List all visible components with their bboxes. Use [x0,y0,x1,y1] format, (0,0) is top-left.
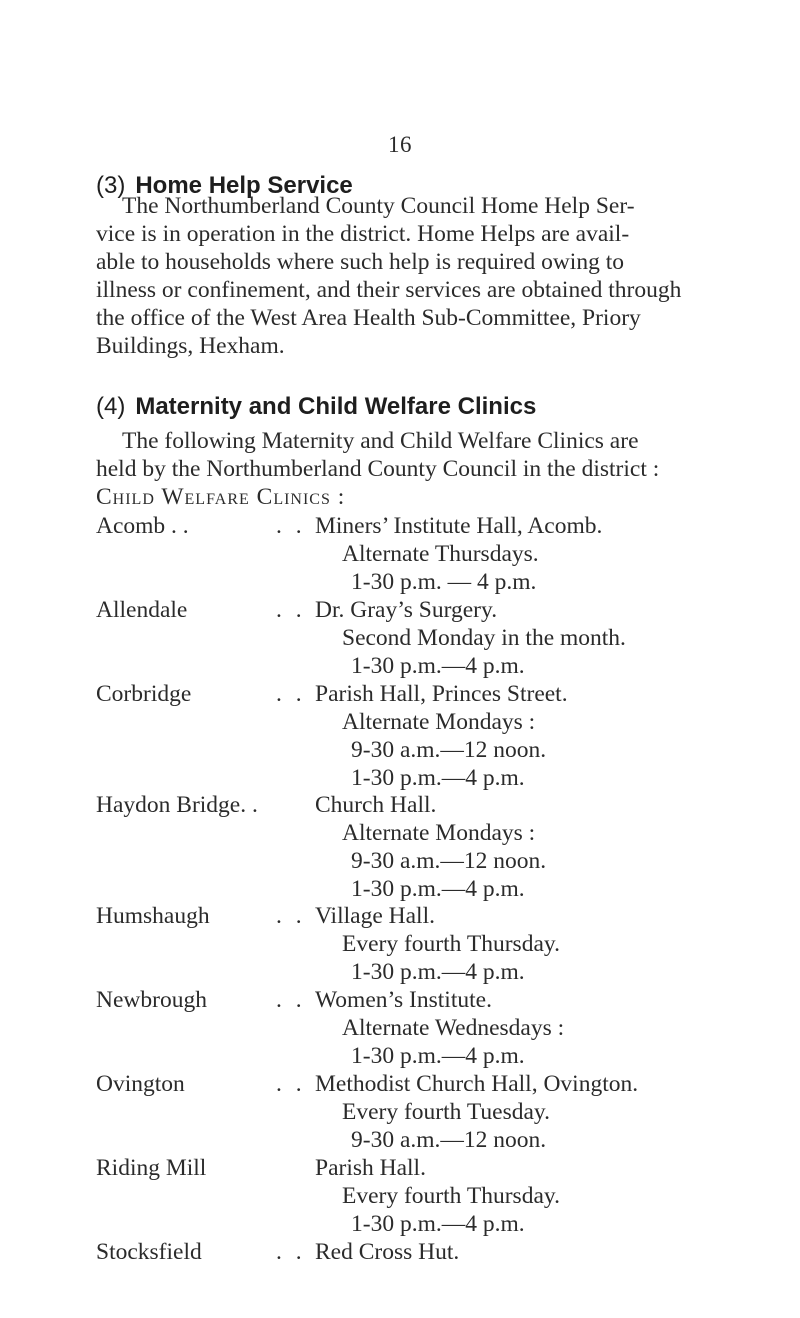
leader-dots: . . [276,1239,306,1265]
clinic-venue: Village Hall. [315,903,435,929]
clinic-schedule: Every fourth Thursday. [342,1183,560,1209]
section-number: (4) [96,393,126,420]
clinic-venue: Church Hall. [315,792,437,818]
paragraph-line: held by the Northumberland County Council in the district : [96,456,660,482]
leader-dots: . . [276,597,306,623]
leader-dots: . . [276,1071,306,1097]
leader-dots: . . [276,681,306,707]
clinic-place: Humshaugh [96,903,210,929]
section-heading-clinics [96,393,536,421]
paragraph-line: able to households where such help is required owing to [96,249,624,275]
paragraph-line: The following Maternity and Child Welfare Clinics are [122,428,639,454]
clinic-place: Stocksfield [96,1239,202,1265]
clinic-hours: 1-30 p.m.—4 p.m. [351,765,525,791]
clinic-schedule: Alternate Wednesdays : [342,1015,565,1041]
clinic-place: Acomb . . [96,513,189,539]
clinic-venue: Miners’ Institute Hall, Acomb. [315,513,603,539]
paragraph-line: illness or confinement, and their services are obtained through [96,277,682,303]
clinic-place: Haydon Bridge. . [96,792,258,818]
clinic-place: Ovington [96,1071,185,1097]
clinic-venue: Methodist Church Hall, Ovington. [315,1071,639,1097]
clinic-venue: Parish Hall, Princes Street. [315,681,568,707]
clinic-schedule: Alternate Mondays : [342,709,536,735]
section-title: Maternity and Child Welfare Clinics [135,393,537,420]
clinic-schedule: Every fourth Tuesday. [342,1099,551,1125]
paragraph-line: vice is in operation in the district. Home Helps are avail- [96,221,630,247]
leader-dots: . . [276,987,306,1013]
clinic-place: Newbrough [96,987,207,1013]
paragraph-line: The Northumberland County Council Home Help Ser- [122,193,635,219]
clinic-schedule: Alternate Mondays : [342,820,536,846]
paragraph-line: the office of the West Area Health Sub-Committee, Priory [96,305,641,331]
clinic-venue: Parish Hall. [315,1155,426,1181]
clinic-hours: 1-30 p.m.—4 p.m. [351,876,525,902]
leader-dots: . . [276,513,306,539]
clinic-venue: Red Cross Hut. [315,1239,460,1265]
clinic-schedule: Every fourth Thursday. [342,931,560,957]
clinic-place: Corbridge [96,681,192,707]
section-number: (3) [96,172,126,199]
clinic-schedule: Alternate Thursdays. [342,541,539,567]
clinic-hours: 1-30 p.m.—4 p.m. [351,959,525,985]
clinic-hours: 1-30 p.m. — 4 p.m. [351,569,537,595]
clinic-hours: 1-30 p.m.—4 p.m. [351,1043,525,1069]
section-title: Home Help Service [135,172,353,199]
clinic-hours: 9-30 a.m.—12 noon. [351,848,547,874]
clinic-hours: 9-30 a.m.—12 noon. [351,737,547,763]
clinic-venue: Women’s Institute. [315,987,492,1013]
clinics-subheading: Child Welfare Clinics : [96,484,346,510]
clinic-hours: 9-30 a.m.—12 noon. [351,1127,547,1153]
page-number: 16 [388,132,412,157]
clinic-place: Riding Mill [96,1155,207,1181]
paragraph-line: Buildings, Hexham. [96,333,285,359]
clinic-place: Allendale [96,597,188,623]
clinic-schedule: Second Monday in the month. [342,625,626,651]
clinic-hours: 1-30 p.m.—4 p.m. [351,1211,525,1237]
clinic-hours: 1-30 p.m.—4 p.m. [351,653,525,679]
clinics-intro-paragraph [96,427,776,511]
clinic-venue: Dr. Gray’s Surgery. [315,597,498,623]
home-help-paragraph [96,192,776,360]
leader-dots: . . [276,903,306,929]
